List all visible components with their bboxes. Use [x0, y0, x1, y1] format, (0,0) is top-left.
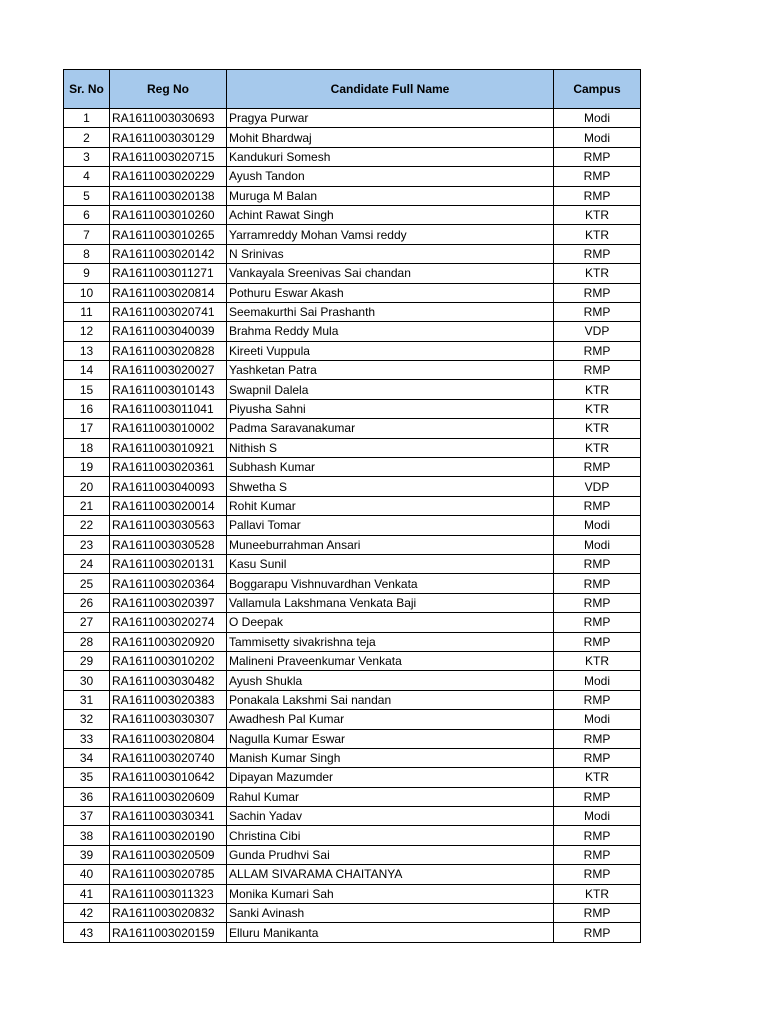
table-row — [64, 264, 641, 283]
table-row — [64, 554, 641, 573]
cell-reg-no: RA1611003011323 — [110, 884, 227, 903]
cell-sr-no: 26 — [64, 593, 110, 612]
cell-candidate-name: O Deepak — [227, 613, 554, 632]
cell-candidate-name: Piyusha Sahni — [227, 399, 554, 418]
cell-campus: RMP — [554, 826, 641, 845]
cell-candidate-name: Shwetha S — [227, 477, 554, 496]
table-row — [64, 438, 641, 457]
table-row — [64, 613, 641, 632]
cell-reg-no: RA1611003010642 — [110, 768, 227, 787]
cell-sr-no: 30 — [64, 671, 110, 690]
cell-sr-no: 40 — [64, 865, 110, 884]
cell-sr-no: 8 — [64, 244, 110, 263]
table-row — [64, 186, 641, 205]
cell-candidate-name: Sachin Yadav — [227, 807, 554, 826]
table-row — [64, 302, 641, 321]
column-header-sr-no: Sr. No — [64, 70, 110, 109]
table-row — [64, 458, 641, 477]
cell-reg-no: RA1611003011041 — [110, 399, 227, 418]
cell-candidate-name: Vallamula Lakshmana Venkata Baji — [227, 593, 554, 612]
cell-candidate-name: Achint Rawat Singh — [227, 205, 554, 224]
cell-sr-no: 18 — [64, 438, 110, 457]
cell-campus: RMP — [554, 554, 641, 573]
column-header-reg-no: Reg No — [110, 70, 227, 109]
cell-campus: RMP — [554, 283, 641, 302]
cell-campus: RMP — [554, 748, 641, 767]
cell-sr-no: 35 — [64, 768, 110, 787]
cell-campus: KTR — [554, 419, 641, 438]
cell-sr-no: 13 — [64, 341, 110, 360]
table-row — [64, 419, 641, 438]
cell-sr-no: 2 — [64, 128, 110, 147]
column-header-campus: Campus — [554, 70, 641, 109]
cell-candidate-name: Nithish S — [227, 438, 554, 457]
cell-candidate-name: Sanki Avinash — [227, 904, 554, 923]
table-row — [64, 109, 641, 128]
cell-sr-no: 38 — [64, 826, 110, 845]
table-row — [64, 923, 641, 942]
cell-campus: VDP — [554, 477, 641, 496]
cell-campus: Modi — [554, 807, 641, 826]
cell-candidate-name: ALLAM SIVARAMA CHAITANYA — [227, 865, 554, 884]
cell-campus: RMP — [554, 845, 641, 864]
cell-campus: RMP — [554, 613, 641, 632]
cell-sr-no: 4 — [64, 167, 110, 186]
cell-sr-no: 20 — [64, 477, 110, 496]
cell-reg-no: RA1611003010202 — [110, 651, 227, 670]
cell-reg-no: RA1611003020159 — [110, 923, 227, 942]
cell-sr-no: 1 — [64, 109, 110, 128]
cell-campus: KTR — [554, 399, 641, 418]
cell-campus: RMP — [554, 690, 641, 709]
table-row — [64, 283, 641, 302]
cell-candidate-name: Muruga M Balan — [227, 186, 554, 205]
table-row — [64, 671, 641, 690]
cell-campus: KTR — [554, 264, 641, 283]
table-row — [64, 807, 641, 826]
cell-candidate-name: Yashketan Patra — [227, 361, 554, 380]
table-row — [64, 787, 641, 806]
cell-campus: RMP — [554, 341, 641, 360]
cell-reg-no: RA1611003040039 — [110, 322, 227, 341]
cell-sr-no: 29 — [64, 651, 110, 670]
cell-reg-no: RA1611003020814 — [110, 283, 227, 302]
cell-sr-no: 6 — [64, 205, 110, 224]
cell-candidate-name: Subhash Kumar — [227, 458, 554, 477]
candidate-table — [63, 69, 641, 943]
cell-sr-no: 5 — [64, 186, 110, 205]
cell-reg-no: RA1611003010143 — [110, 380, 227, 399]
table-row — [64, 380, 641, 399]
cell-campus: Modi — [554, 516, 641, 535]
cell-candidate-name: Dipayan Mazumder — [227, 768, 554, 787]
cell-sr-no: 11 — [64, 302, 110, 321]
cell-reg-no: RA1611003020014 — [110, 496, 227, 515]
cell-campus: RMP — [554, 147, 641, 166]
cell-reg-no: RA1611003020740 — [110, 748, 227, 767]
cell-reg-no: RA1611003020804 — [110, 729, 227, 748]
cell-campus: RMP — [554, 186, 641, 205]
cell-candidate-name: Rahul Kumar — [227, 787, 554, 806]
table-row — [64, 845, 641, 864]
cell-campus: RMP — [554, 632, 641, 651]
cell-reg-no: RA1611003020509 — [110, 845, 227, 864]
table-row — [64, 729, 641, 748]
cell-reg-no: RA1611003030307 — [110, 710, 227, 729]
table-row — [64, 748, 641, 767]
table-row — [64, 710, 641, 729]
table-row — [64, 904, 641, 923]
cell-sr-no: 3 — [64, 147, 110, 166]
cell-sr-no: 43 — [64, 923, 110, 942]
cell-reg-no: RA1611003030341 — [110, 807, 227, 826]
cell-candidate-name: Ponakala Lakshmi Sai nandan — [227, 690, 554, 709]
cell-campus: KTR — [554, 438, 641, 457]
cell-campus: Modi — [554, 535, 641, 554]
cell-sr-no: 22 — [64, 516, 110, 535]
cell-sr-no: 41 — [64, 884, 110, 903]
header-row — [64, 70, 641, 109]
cell-sr-no: 24 — [64, 554, 110, 573]
cell-candidate-name: Vankayala Sreenivas Sai chandan — [227, 264, 554, 283]
cell-reg-no: RA1611003030482 — [110, 671, 227, 690]
cell-reg-no: RA1611003020229 — [110, 167, 227, 186]
cell-reg-no: RA1611003030528 — [110, 535, 227, 554]
cell-sr-no: 31 — [64, 690, 110, 709]
cell-sr-no: 28 — [64, 632, 110, 651]
cell-sr-no: 34 — [64, 748, 110, 767]
cell-campus: RMP — [554, 923, 641, 942]
cell-candidate-name: Mohit Bhardwaj — [227, 128, 554, 147]
cell-candidate-name: Swapnil Dalela — [227, 380, 554, 399]
cell-candidate-name: Christina Cibi — [227, 826, 554, 845]
cell-campus: RMP — [554, 167, 641, 186]
cell-sr-no: 33 — [64, 729, 110, 748]
cell-campus: KTR — [554, 651, 641, 670]
cell-reg-no: RA1611003030129 — [110, 128, 227, 147]
cell-reg-no: RA1611003020131 — [110, 554, 227, 573]
cell-candidate-name: Manish Kumar Singh — [227, 748, 554, 767]
cell-sr-no: 39 — [64, 845, 110, 864]
cell-reg-no: RA1611003020383 — [110, 690, 227, 709]
cell-sr-no: 25 — [64, 574, 110, 593]
cell-reg-no: RA1611003040093 — [110, 477, 227, 496]
cell-candidate-name: Muneeburrahman Ansari — [227, 535, 554, 554]
table-row — [64, 690, 641, 709]
cell-candidate-name: Elluru Manikanta — [227, 923, 554, 942]
table-body — [64, 109, 641, 943]
cell-candidate-name: Ayush Shukla — [227, 671, 554, 690]
cell-candidate-name: Malineni Praveenkumar Venkata — [227, 651, 554, 670]
table-row — [64, 826, 641, 845]
cell-reg-no: RA1611003010260 — [110, 205, 227, 224]
cell-candidate-name: Tammisetty sivakrishna teja — [227, 632, 554, 651]
cell-campus: RMP — [554, 904, 641, 923]
cell-reg-no: RA1611003030563 — [110, 516, 227, 535]
cell-candidate-name: Pothuru Eswar Akash — [227, 283, 554, 302]
cell-candidate-name: Pragya Purwar — [227, 109, 554, 128]
cell-campus: RMP — [554, 593, 641, 612]
cell-campus: RMP — [554, 729, 641, 748]
table-row — [64, 496, 641, 515]
cell-sr-no: 15 — [64, 380, 110, 399]
cell-reg-no: RA1611003020832 — [110, 904, 227, 923]
table-row — [64, 884, 641, 903]
cell-candidate-name: Padma Saravanakumar — [227, 419, 554, 438]
table-row — [64, 535, 641, 554]
table-row — [64, 516, 641, 535]
cell-reg-no: RA1611003020741 — [110, 302, 227, 321]
table-row — [64, 341, 641, 360]
cell-candidate-name: Brahma Reddy Mula — [227, 322, 554, 341]
table-row — [64, 205, 641, 224]
cell-candidate-name: Pallavi Tomar — [227, 516, 554, 535]
cell-campus: RMP — [554, 244, 641, 263]
cell-reg-no: RA1611003020027 — [110, 361, 227, 380]
table-row — [64, 399, 641, 418]
cell-sr-no: 14 — [64, 361, 110, 380]
cell-sr-no: 21 — [64, 496, 110, 515]
cell-campus: KTR — [554, 768, 641, 787]
table-row — [64, 147, 641, 166]
cell-campus: Modi — [554, 671, 641, 690]
table-row — [64, 768, 641, 787]
cell-candidate-name: Gunda Prudhvi Sai — [227, 845, 554, 864]
cell-campus: RMP — [554, 361, 641, 380]
cell-reg-no: RA1611003020609 — [110, 787, 227, 806]
cell-candidate-name: Rohit Kumar — [227, 496, 554, 515]
cell-campus: KTR — [554, 225, 641, 244]
cell-sr-no: 7 — [64, 225, 110, 244]
table-row — [64, 322, 641, 341]
cell-sr-no: 10 — [64, 283, 110, 302]
table-row — [64, 865, 641, 884]
cell-candidate-name: Ayush Tandon — [227, 167, 554, 186]
cell-sr-no: 19 — [64, 458, 110, 477]
cell-sr-no: 23 — [64, 535, 110, 554]
cell-campus: RMP — [554, 574, 641, 593]
table-row — [64, 593, 641, 612]
cell-candidate-name: Monika Kumari Sah — [227, 884, 554, 903]
cell-sr-no: 16 — [64, 399, 110, 418]
cell-reg-no: RA1611003010002 — [110, 419, 227, 438]
cell-sr-no: 9 — [64, 264, 110, 283]
cell-campus: RMP — [554, 496, 641, 515]
cell-candidate-name: Boggarapu Vishnuvardhan Venkata — [227, 574, 554, 593]
cell-campus: Modi — [554, 710, 641, 729]
column-header-candidate-name: Candidate Full Name — [227, 70, 554, 109]
table-row — [64, 361, 641, 380]
cell-reg-no: RA1611003020274 — [110, 613, 227, 632]
cell-campus: RMP — [554, 865, 641, 884]
table-row — [64, 632, 641, 651]
cell-candidate-name: Awadhesh Pal Kumar — [227, 710, 554, 729]
cell-candidate-name: Nagulla Kumar Eswar — [227, 729, 554, 748]
cell-candidate-name: Kandukuri Somesh — [227, 147, 554, 166]
cell-reg-no: RA1611003020828 — [110, 341, 227, 360]
cell-sr-no: 27 — [64, 613, 110, 632]
cell-reg-no: RA1611003010921 — [110, 438, 227, 457]
cell-sr-no: 36 — [64, 787, 110, 806]
cell-reg-no: RA1611003020785 — [110, 865, 227, 884]
cell-campus: RMP — [554, 302, 641, 321]
cell-sr-no: 42 — [64, 904, 110, 923]
cell-campus: RMP — [554, 458, 641, 477]
cell-candidate-name: N Srinivas — [227, 244, 554, 263]
cell-campus: VDP — [554, 322, 641, 341]
cell-reg-no: RA1611003020397 — [110, 593, 227, 612]
cell-reg-no: RA1611003020715 — [110, 147, 227, 166]
table-row — [64, 651, 641, 670]
cell-candidate-name: Seemakurthi Sai Prashanth — [227, 302, 554, 321]
cell-reg-no: RA1611003020361 — [110, 458, 227, 477]
cell-campus: KTR — [554, 380, 641, 399]
cell-sr-no: 37 — [64, 807, 110, 826]
cell-campus: Modi — [554, 128, 641, 147]
cell-reg-no: RA1611003020142 — [110, 244, 227, 263]
cell-candidate-name: Kasu Sunil — [227, 554, 554, 573]
cell-reg-no: RA1611003020190 — [110, 826, 227, 845]
cell-sr-no: 17 — [64, 419, 110, 438]
cell-campus: KTR — [554, 205, 641, 224]
cell-reg-no: RA1611003020138 — [110, 186, 227, 205]
cell-reg-no: RA1611003020920 — [110, 632, 227, 651]
table-row — [64, 128, 641, 147]
cell-reg-no: RA1611003020364 — [110, 574, 227, 593]
cell-candidate-name: Yarramreddy Mohan Vamsi reddy — [227, 225, 554, 244]
cell-reg-no: RA1611003030693 — [110, 109, 227, 128]
table-row — [64, 225, 641, 244]
cell-campus: KTR — [554, 884, 641, 903]
cell-candidate-name: Kireeti Vuppula — [227, 341, 554, 360]
table-row — [64, 244, 641, 263]
cell-sr-no: 12 — [64, 322, 110, 341]
table-row — [64, 477, 641, 496]
table-row — [64, 574, 641, 593]
cell-reg-no: RA1611003011271 — [110, 264, 227, 283]
table-row — [64, 167, 641, 186]
cell-sr-no: 32 — [64, 710, 110, 729]
cell-reg-no: RA1611003010265 — [110, 225, 227, 244]
cell-campus: Modi — [554, 109, 641, 128]
cell-campus: RMP — [554, 787, 641, 806]
